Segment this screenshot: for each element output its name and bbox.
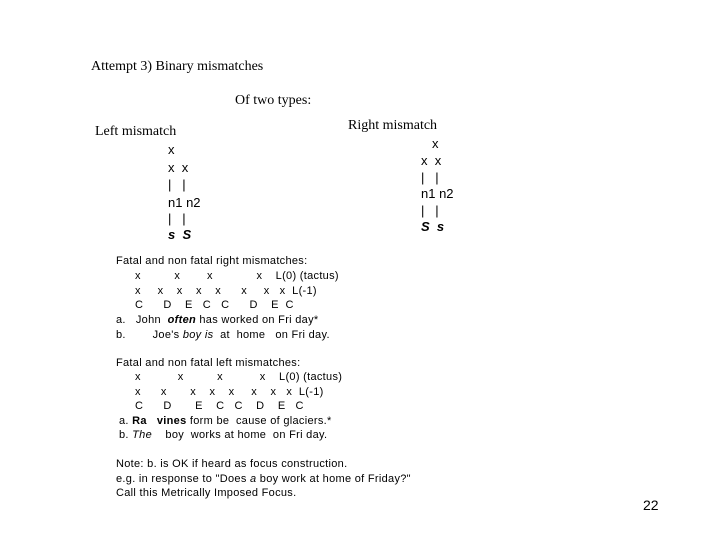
right-tree-line: x — [432, 136, 439, 151]
note-emphasis: a — [250, 473, 257, 485]
right-tree-line: | | — [421, 203, 439, 218]
right-tree-line: n1 n2 — [421, 186, 454, 201]
slide-title: Attempt 3) Binary mismatches — [91, 59, 264, 74]
example-b — [119, 430, 327, 441]
example-text: at home on Fri day. — [213, 329, 330, 341]
metrical-grid-line: x x x x x x x x L(-1) — [135, 285, 317, 297]
example-a — [119, 416, 332, 427]
note-line: Note: b. is OK if heard as focus construction. — [116, 458, 348, 470]
note-text: e.g. in response to "Does — [116, 473, 250, 485]
metrical-grid-line: C D E C C D E C — [135, 299, 294, 311]
slide-subtitle: Of two types: — [235, 93, 312, 108]
note-line: Call this Metrically Imposed Focus. — [116, 487, 297, 499]
page-number: 22 — [643, 497, 659, 513]
metrical-grid-line: x x x x L(0) (tactus) — [135, 270, 339, 282]
example-a — [116, 315, 318, 326]
left-tree-line: | | — [168, 211, 186, 226]
example-label: b. — [119, 429, 129, 441]
example-emphasis: vines — [156, 415, 187, 427]
example-text: form be cause of glaciers.* — [186, 415, 332, 427]
left-tree-line: n1 n2 — [168, 195, 201, 210]
left-mismatch-heading: Left mismatch — [95, 124, 177, 139]
example-text: Joe's — [125, 329, 183, 341]
metrical-grid-line: C D E C C D E C — [135, 400, 304, 412]
example-emphasis: boy is — [182, 329, 214, 341]
note-line — [116, 474, 411, 485]
left-tree-line: s S — [168, 227, 192, 242]
metrical-grid-line: x x x x L(0) (tactus) — [135, 371, 343, 383]
example-text: has worked on Fri day* — [196, 314, 319, 326]
example-label: a. — [119, 415, 129, 427]
note-text: boy work at home of Friday?" — [256, 473, 411, 485]
left-tree-line: | | — [168, 177, 186, 192]
example-label: b. — [116, 329, 126, 341]
example-text: boy works at home on Fri day. — [152, 429, 328, 441]
metrical-grid-line: x x x x x x x x L(-1) — [135, 386, 324, 398]
left-tree-line: x — [168, 142, 175, 157]
right-tree-line: | | — [421, 170, 439, 185]
example-text — [147, 415, 157, 427]
right-tree-line: x x — [421, 153, 442, 168]
left-tree-line: x x — [168, 160, 189, 175]
example-emphasis: The — [128, 429, 152, 441]
fatal-left-heading: Fatal and non fatal left mismatches: — [116, 357, 301, 369]
example-b — [116, 330, 330, 341]
right-tree-line: S s — [421, 219, 445, 234]
example-emphasis: often — [167, 314, 197, 326]
example-emphasis: Ra — [128, 415, 147, 427]
fatal-right-heading: Fatal and non fatal right mismatches: — [116, 255, 308, 267]
example-text: John — [125, 314, 168, 326]
example-label: a. — [116, 314, 126, 326]
right-mismatch-heading: Right mismatch — [348, 118, 438, 133]
